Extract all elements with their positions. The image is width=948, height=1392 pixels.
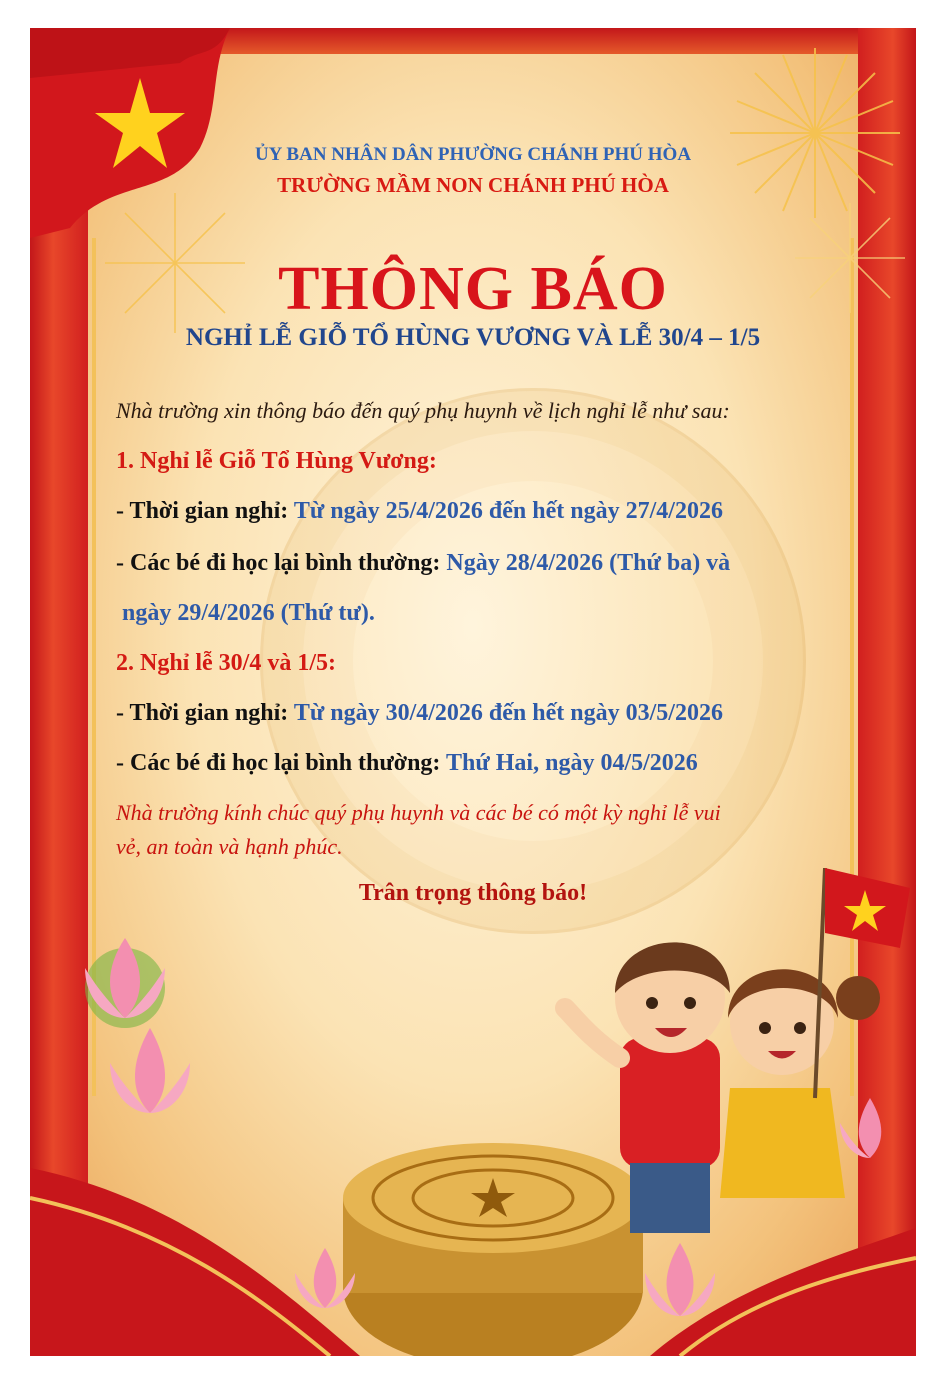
section1-return-value-cont: ngày 29/4/2026 (Thứ tư). <box>122 600 375 626</box>
section2-return-row <box>116 750 698 777</box>
girl-character-icon <box>720 868 910 1198</box>
section2-return-label: - Các bé đi học lại bình thường: <box>116 750 441 776</box>
committee-name: ỦY BAN NHÂN DÂN PHƯỜNG CHÁNH PHÚ HÒA <box>254 144 692 165</box>
section1-return-row <box>116 550 730 577</box>
lotus-flower-icon <box>85 938 165 1028</box>
notice-poster <box>30 28 916 1356</box>
festive-illustration <box>30 868 916 1356</box>
section1-time-label: - Thời gian nghỉ: <box>116 498 289 524</box>
section2-time-row <box>116 700 723 727</box>
section1-time-row <box>116 498 723 525</box>
section2-return-value: Thứ Hai, ngày 04/5/2026 <box>446 750 698 776</box>
closing-line-1: Nhà trường kính chúc quý phụ huynh và các bé có một kỳ nghỉ lễ vui <box>116 800 721 825</box>
bronze-drum-icon <box>343 1143 643 1356</box>
closing-line-2: vẻ, an toàn và hạnh phúc. <box>116 834 343 859</box>
section2-heading: 2. Nghỉ lễ 30/4 và 1/5: <box>116 650 336 676</box>
intro-text: Nhà trường xin thông báo đến quý phụ huynh về lịch nghỉ lễ như sau: <box>116 398 730 423</box>
section2-time-value: Từ ngày 30/4/2026 đến hết ngày 03/5/2026 <box>293 700 723 726</box>
section1-return-row-cont <box>122 600 375 627</box>
school-name: TRƯỜNG MẦM NON CHÁNH PHÚ HÒA <box>277 173 669 197</box>
section2-time-label: - Thời gian nghỉ: <box>116 700 289 726</box>
lotus-flower-icon <box>840 1098 881 1158</box>
section1-return-label: - Các bé đi học lại bình thường: <box>116 550 441 576</box>
section1-return-value: Ngày 28/4/2026 (Thứ ba) và <box>446 550 731 576</box>
signoff-text: Trân trọng thông báo! <box>358 880 588 906</box>
section1-time-value: Từ ngày 25/4/2026 đến hết ngày 27/4/2026 <box>293 498 723 524</box>
notice-title: THÔNG BÁO <box>278 255 668 323</box>
lotus-flower-icon <box>110 1028 190 1113</box>
section1-heading: 1. Nghỉ lễ Giỗ Tổ Hùng Vương: <box>116 448 437 474</box>
notice-subtitle: NGHỈ LỄ GIỖ TỔ HÙNG VƯƠNG VÀ LỄ 30/4 – 1/5 <box>185 324 761 351</box>
lotus-flower-icon <box>645 1243 715 1316</box>
